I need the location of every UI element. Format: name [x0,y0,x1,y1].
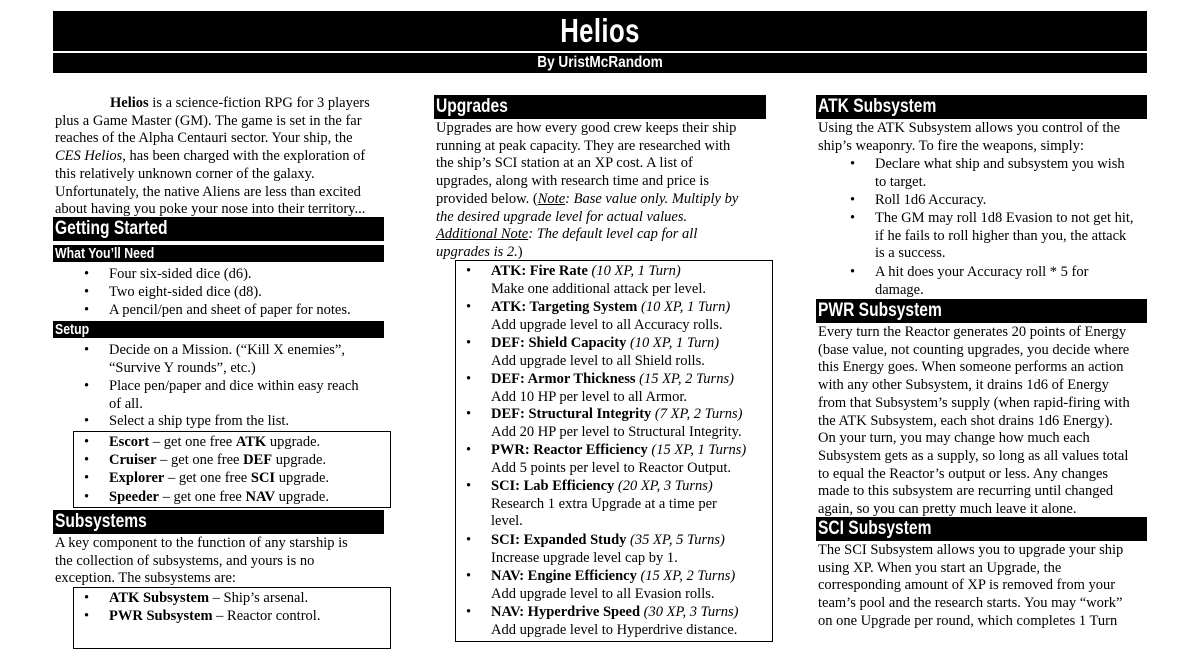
ship-type-escort: • Escort – get one free ATK upgrade. [109,434,320,452]
ship-type-explorer: • Explorer – get one free SCI upgrade. [109,470,329,488]
upgrades-intro-5: provided below. (Note: Base value only. Multiply by [436,190,739,207]
sci-text-5: on one Upgrade per round, which completes 1 Turn [818,612,1118,629]
pwr-text-1: Every turn the Reactor generates 20 points of Energy [818,324,1127,340]
title-bar [53,11,1147,51]
subsystems-text-2: the collection of subsystems, and yours is no [55,552,315,569]
atk-heading: ATK Subsystem [816,95,1147,119]
pwr-text-11: again, so you can pretty much leave it alone. [818,501,1077,517]
ship-type-speeder: • Speeder – get one free NAV upgrade. [109,489,329,507]
upgrade-item-targeting: • ATK: Targeting System (10 XP, 1 Turn) Add upgrade level to all Accuracy rolls. [491,299,730,334]
pwr-text-2: (base value, not counting upgrades, you decide where [818,341,1130,358]
upgrade-item-shield: • DEF: Shield Capacity (10 XP, 1 Turn) Add upgrade level to all Shield rolls. [491,335,719,370]
pwr-text-10: made to this subsystem are recurring until changed [818,483,1114,500]
atk-text-1: Using the ATK Subsystem allows you control of the [818,120,1121,136]
upgrades-heading: Upgrades [434,95,766,119]
setup-item-2: • Place pen/paper and dice within easy reach of all. [109,378,359,413]
setup-item-1: • Decide on a Mission. (“Kill X enemies”, “Survive Y rounds”, etc.) [109,342,345,377]
subsystems-text-1: A key component to the function of any starship is [55,535,348,551]
pwr-text-6: the ATK Subsystem, each shot drains 1d6 Energy). [818,412,1113,429]
subsystem-item-atk: • ATK Subsystem – Ship’s arsenal. [109,590,308,608]
need-item-1: • Four six-sided dice (d6). [109,266,252,284]
intro-line-4: CES Helios, has been charged with the exploration of [55,148,366,165]
need-item-2: • Two eight-sided dice (d8). [109,284,262,302]
upgrades-intro-4: upgrades, along with research time and price is [436,173,709,190]
pwr-text-8: Subsystem gets as a supply, so long as all values total [818,447,1129,464]
upgrades-intro-2: running at peak capacity. They are researched with [436,137,731,154]
upgrade-item-structural: • DEF: Structural Integrity (7 XP, 2 Turns) Add 20 HP per level to Structural Integrity. [491,406,742,441]
upgrade-item-hyperdrive: • NAV: Hyperdrive Speed (30 XP, 3 Turns) Add upgrade level to Hyperdrive distance. [491,604,738,639]
sci-text-4: team’s pool and the research starts. You may “work” [818,595,1123,612]
intro-line-6: Unfortunately, the native Aliens are less than excited [55,183,361,200]
sci-text-2: using XP. When you start an Upgrade, the [818,559,1062,576]
setup-heading: Setup [53,321,384,338]
atk-text-2: ship’s weaponry. To fire the weapons, simply: [818,137,1084,154]
pwr-text-9: to equal the Reactor’s output or less. Any changes [818,465,1109,482]
document-author: By UristMcRandom [537,54,663,71]
sci-text-3: corresponding amount of XP is removed from your [818,577,1116,594]
ship-type-cruiser: • Cruiser – get one free DEF upgrade. [109,452,326,470]
upgrades-intro-8: upgrades is 2.) [436,243,523,260]
intro-line-5: this relatively unknown corner of the galaxy. [55,165,315,182]
pwr-text-4: with any other Subsystem, it drains 1d6 of Energy [818,377,1109,394]
intro-line-3: reaches of the Alpha Centauri sector. Your ship, the [55,130,353,147]
upgrades-intro-7: Additional Note: The default level cap for all [436,226,698,243]
subsystems-text-3: exception. The subsystems are: [55,570,236,587]
pwr-heading: PWR Subsystem [816,299,1147,323]
getting-started-heading: Getting Started [53,217,384,241]
pwr-text-5: from that Subsystem’s supply (when rapid-firing with [818,394,1130,411]
upgrades-intro-3: the ship’s SCI station at an XP cost. A list of [436,155,693,172]
author-bar [53,53,1147,73]
upgrade-item-armor: • DEF: Armor Thickness (15 XP, 2 Turns) Add 10 HP per level to all Armor. [491,371,734,406]
pwr-text-3: this Energy goes. When someone performs an action [818,359,1124,376]
upgrade-item-lab: • SCI: Lab Efficiency (20 XP, 3 Turns) Research 1 extra Upgrade at a time per level. [491,478,717,531]
intro-line-1: Helios is a science-fiction RPG for 3 players [110,95,370,111]
subsystem-item-pwr: • PWR Subsystem – Reactor control. [109,608,320,626]
upgrades-intro-6: the desired upgrade level for actual values. [436,208,688,225]
upgrade-item-fire-rate: • ATK: Fire Rate (10 XP, 1 Turn) Make one additional attack per level. [491,263,706,298]
document-title: Helios [560,12,640,49]
intro-line-2: plus a Game Master (GM). The game is set in the far [55,112,362,129]
upgrade-item-expanded-study: • SCI: Expanded Study (35 XP, 5 Turns) Increase upgrade level cap by 1. [491,532,725,567]
sci-text-1: The SCI Subsystem allows you to upgrade your ship [818,542,1124,558]
setup-item-3: • Select a ship type from the list. [109,413,289,431]
what-you-need-heading: What You’ll Need [53,245,384,262]
sci-heading: SCI Subsystem [816,517,1147,541]
subsystems-heading: Subsystems [53,510,384,534]
atk-step-2: • Roll 1d6 Accuracy. [875,192,986,210]
upgrade-item-reactor: • PWR: Reactor Efficiency (15 XP, 1 Turns) Add 5 points per level to Reactor Output. [491,442,746,477]
atk-step-4: • A hit does your Accuracy roll * 5 for damage. [875,264,1088,299]
need-item-3: • A pencil/pen and sheet of paper for notes. [109,302,351,320]
atk-step-1: • Declare what ship and subsystem you wish to target. [875,156,1125,191]
atk-step-3: • The GM may roll 1d8 Evasion to not get hit, if he fails to roll higher than you, the attack is a success. [875,210,1134,263]
intro-line-7: about having you poke your nose into their territory... [55,201,366,218]
upgrades-intro-1: Upgrades are how every good crew keeps their ship [436,120,737,136]
pwr-text-7: On your turn, you may change how much each [818,430,1090,447]
upgrade-item-engine: • NAV: Engine Efficiency (15 XP, 2 Turns) Add upgrade level to all Evasion rolls. [491,568,735,603]
